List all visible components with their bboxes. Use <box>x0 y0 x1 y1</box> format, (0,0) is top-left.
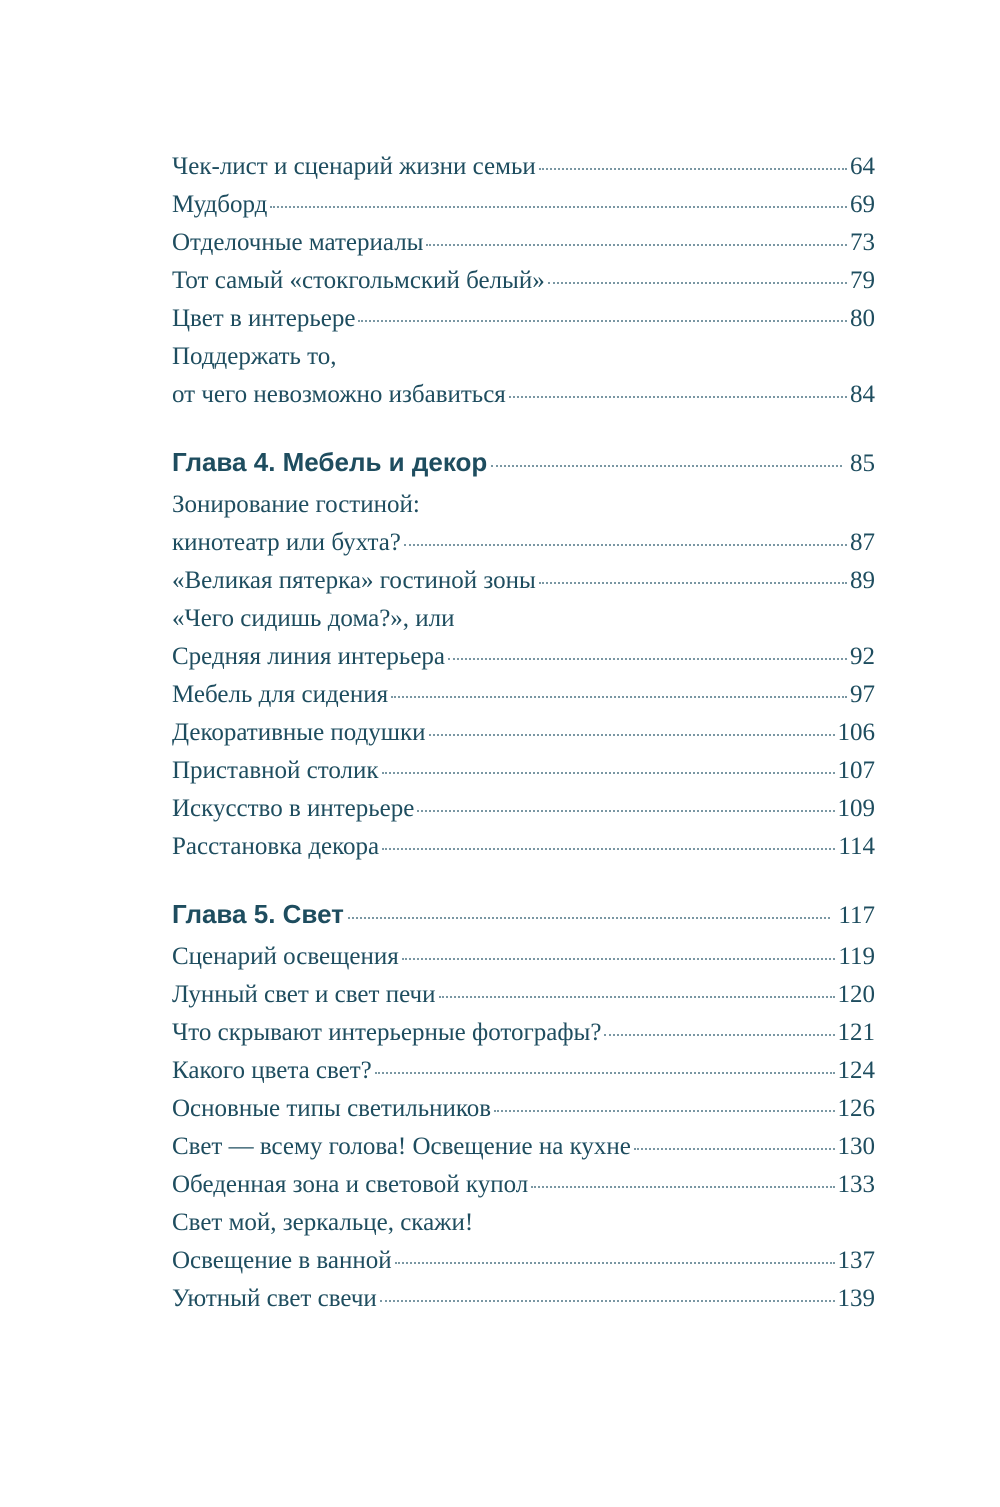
chapter-page: 117 <box>838 902 875 929</box>
dot-leader <box>439 996 835 998</box>
dot-leader <box>426 244 847 246</box>
dot-leader <box>395 1262 835 1264</box>
toc-entry <box>172 148 875 186</box>
toc-entry <box>172 1014 875 1052</box>
toc-entry <box>172 828 875 866</box>
dot-leader <box>270 206 847 208</box>
toc-entry-page: 107 <box>837 757 875 784</box>
toc-entry-title: Освещение в ванной <box>172 1247 392 1274</box>
toc-entry <box>172 790 875 828</box>
dot-leader <box>531 1186 834 1188</box>
dot-leader <box>417 810 834 812</box>
dot-leader <box>402 958 836 960</box>
dot-leader <box>539 582 847 584</box>
toc-entry <box>172 638 875 676</box>
toc-entry-title: Расстановка декора <box>172 833 380 860</box>
toc-entry <box>172 1242 875 1280</box>
toc-entry-title: Средняя линия интерьера <box>172 643 446 670</box>
toc-entry-multiline <box>172 486 875 562</box>
dot-leader <box>348 917 831 919</box>
chapter-heading <box>172 894 875 936</box>
toc-entry <box>172 262 875 300</box>
toc-entry-title: Искусство в интерьере <box>172 795 415 822</box>
toc-entry-title: Тот самый «стокгольмский белый» <box>172 267 545 294</box>
toc-entry-page: 126 <box>837 1095 875 1122</box>
toc-entry-title: Сценарий освещения <box>172 943 399 970</box>
toc-entry <box>172 1090 875 1128</box>
toc-entry-page: 80 <box>850 305 875 332</box>
toc-entry-title: «Великая пятерка» гостиной зоны <box>172 567 536 594</box>
toc-entry <box>172 376 875 414</box>
toc-entry-page: 89 <box>850 567 875 594</box>
toc-entry <box>172 1052 875 1090</box>
toc-entry-title: Чек-лист и сценарий жизни семьи <box>172 153 536 180</box>
toc-entry-page: 119 <box>838 943 875 970</box>
toc-entry <box>172 714 875 752</box>
toc-entry-title: Что скрывают интерьерные фотографы? <box>172 1019 602 1046</box>
toc-entry <box>172 752 875 790</box>
toc-entry-title: кинотеатр или бухта? <box>172 529 401 556</box>
dot-leader <box>539 168 847 170</box>
toc-entry-page: 79 <box>850 267 875 294</box>
toc-entry <box>172 938 875 976</box>
toc-entry-page: 64 <box>850 153 875 180</box>
toc-entry-title: Отделочные материалы <box>172 229 424 256</box>
toc-entry <box>172 1128 875 1166</box>
dot-leader <box>380 1300 835 1302</box>
dot-leader <box>509 396 847 398</box>
toc-entry <box>172 224 875 262</box>
toc-entry-page: 109 <box>837 795 875 822</box>
toc-entry-title-line1: Зонирование гостиной: <box>172 491 420 518</box>
dot-leader <box>491 465 842 467</box>
chapter-title: Глава 5. Свет <box>172 899 344 929</box>
dot-leader <box>634 1148 835 1150</box>
dot-leader <box>548 282 847 284</box>
section-spacer <box>172 866 875 894</box>
toc-entry-title: Мудборд <box>172 191 268 218</box>
toc-entry-page: 124 <box>837 1057 875 1084</box>
toc-entry-page: 120 <box>837 981 875 1008</box>
toc-entry-title: Лунный свет и свет печи <box>172 981 436 1008</box>
toc-entry-page: 114 <box>838 833 875 860</box>
toc-entry-title: Обеденная зона и световой купол <box>172 1171 529 1198</box>
chapter-heading <box>172 442 875 484</box>
toc-entry-page: 97 <box>850 681 875 708</box>
toc-entry <box>172 524 875 562</box>
dot-leader <box>375 1072 835 1074</box>
toc-entry-page: 73 <box>850 229 875 256</box>
toc-entry <box>172 676 875 714</box>
toc-entry-title: Уютный свет свечи <box>172 1285 377 1312</box>
dot-leader <box>429 734 835 736</box>
dot-leader <box>404 544 847 546</box>
toc-entry-title-line1: Свет мой, зеркальце, скажи! <box>172 1209 474 1236</box>
toc-entry-title: Приставной столик <box>172 757 379 784</box>
toc-entry-title: Декоративные подушки <box>172 719 426 746</box>
dot-leader <box>391 696 847 698</box>
toc-entry-title-line1: «Чего сидишь дома?», или <box>172 605 455 632</box>
toc-entry <box>172 186 875 224</box>
dot-leader <box>448 658 847 660</box>
toc-entry-page: 87 <box>850 529 875 556</box>
toc-entry-page: 139 <box>837 1285 875 1312</box>
toc-entry-multiline <box>172 338 875 414</box>
toc-entry <box>172 562 875 600</box>
toc-entry-multiline <box>172 1204 875 1280</box>
toc-entry-title: Какого цвета свет? <box>172 1057 372 1084</box>
toc-entry-page: 106 <box>837 719 875 746</box>
toc-entry-title-line1: Поддержать то, <box>172 343 337 370</box>
chapter-page: 85 <box>850 450 875 477</box>
toc-entry-page: 133 <box>837 1171 875 1198</box>
toc-entry-page: 84 <box>850 381 875 408</box>
toc-entry-page: 137 <box>837 1247 875 1274</box>
table-of-contents <box>172 148 875 1318</box>
toc-entry-page: 69 <box>850 191 875 218</box>
toc-entry <box>172 300 875 338</box>
toc-entry-title: Свет — всему голова! Освещение на кухне <box>172 1133 631 1160</box>
toc-entry-title: Мебель для сидения <box>172 681 389 708</box>
toc-entry-page: 130 <box>837 1133 875 1160</box>
dot-leader <box>382 772 835 774</box>
toc-entry-title: от чего невозможно избавиться <box>172 381 506 408</box>
toc-entry <box>172 976 875 1014</box>
toc-entry-page: 92 <box>850 643 875 670</box>
toc-entry <box>172 1280 875 1318</box>
chapter-title: Глава 4. Мебель и декор <box>172 447 488 477</box>
toc-entry-title: Основные типы светильников <box>172 1095 492 1122</box>
toc-entry-title: Цвет в интерьере <box>172 305 356 332</box>
toc-entry-page: 121 <box>837 1019 875 1046</box>
section-spacer <box>172 414 875 442</box>
toc-entry-multiline <box>172 600 875 676</box>
dot-leader <box>358 320 847 322</box>
dot-leader <box>382 848 835 850</box>
dot-leader <box>494 1110 834 1112</box>
dot-leader <box>604 1034 834 1036</box>
toc-entry <box>172 1166 875 1204</box>
